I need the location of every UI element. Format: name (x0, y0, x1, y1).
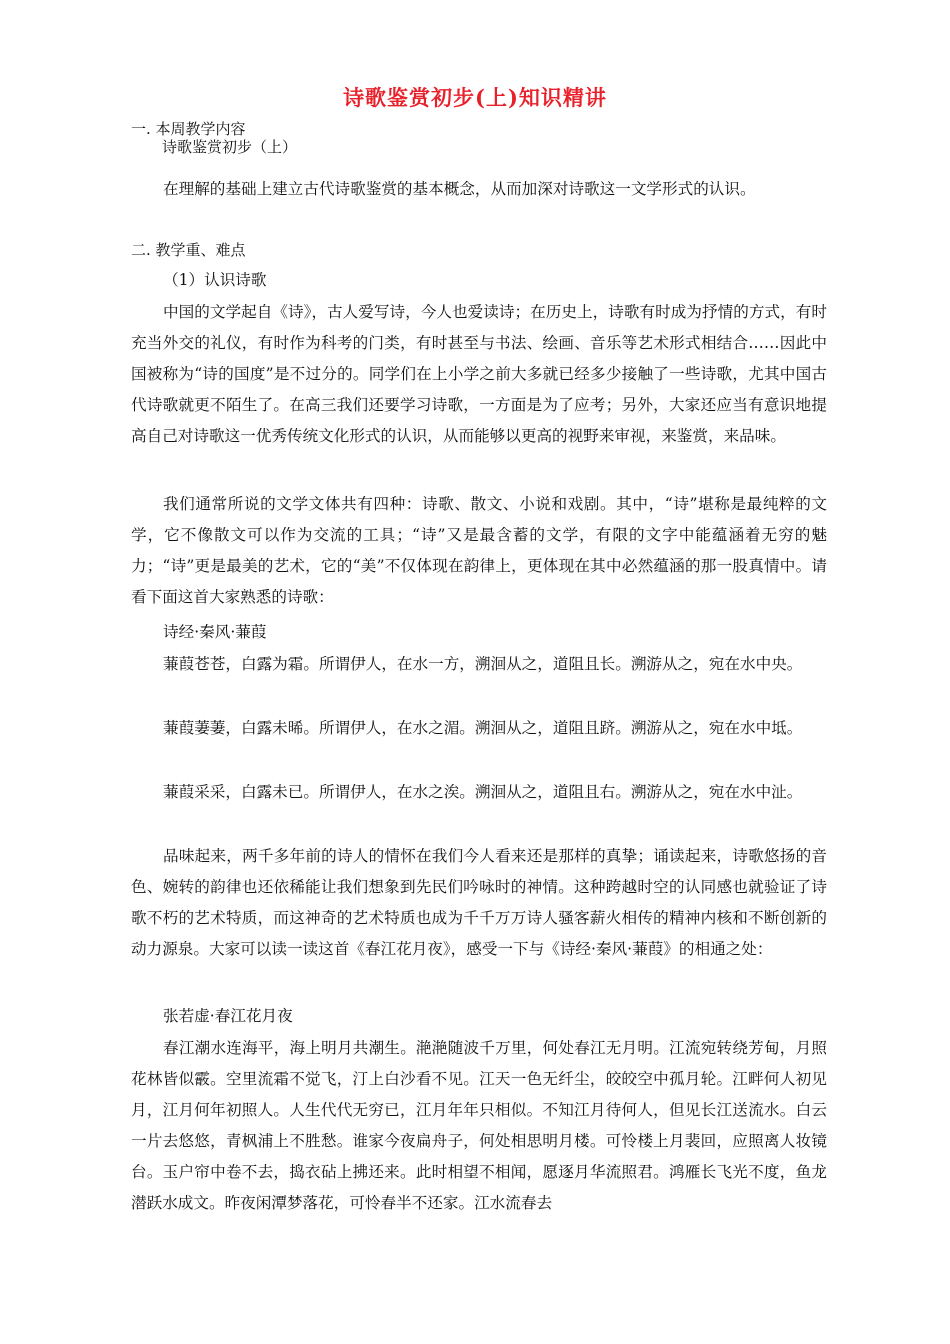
poem2-title: 张若虚·春江花月夜 (163, 1007, 293, 1025)
paragraph-3: 品味起来，两千多年前的诗人的情怀在我们今人看来还是那样的真挚；诵读起来，诗歌悠扬的音色、婉转的韵律也还依稀能让我们想象到先民们吟咏时的神情。这种跨越时空的认同感也就验证了诗歌不朽的艺术特质，而这神奇的艺术特质也成为千千万万诗人骚客薪火相传的精神内核和不断创新的动力源泉。大家可以读一读这首《春江花月夜》，感受一下与《诗经·秦风·蒹葭》的相通之处： (131, 847, 827, 958)
document-title: 诗歌鉴赏初步(上)知识精讲 (343, 85, 607, 110)
poem1-title: 诗经·秦风·蒹葭 (163, 623, 267, 641)
section1-heading: 一. 本周教学内容 (131, 120, 246, 138)
poem1-stanza-1: 蒹葭苍苍，白露为霜。所谓伊人，在水一方，溯洄从之，道阻且长。溯游从之，宛在水中央。 (163, 655, 803, 673)
poem1-stanza-2: 蒹葭萋萋，白露未晞。所谓伊人，在水之湄。溯洄从之，道阻且跻。溯游从之，宛在水中坻。 (163, 719, 803, 737)
paragraph-2: 我们通常所说的文学文体共有四种：诗歌、散文、小说和戏剧。其中，“诗”堪称是最纯粹的文学，它不像散文可以作为交流的工具；“诗”又是最含蓄的文学，有限的文字中能蕴涵着无穷的魅力；“诗”更是最美的艺术，它的“美”不仅体现在韵律上，更体现在其中必然蕴涵的那一股真情中。请看下面这首大家熟悉的诗歌： (131, 495, 827, 606)
poem1-stanza-3: 蒹葭采采，白露未已。所谓伊人，在水之涘。溯洄从之，道阻且右。溯游从之，宛在水中沚。 (163, 783, 803, 801)
section2-heading: 二. 教学重、难点 (131, 241, 246, 259)
paragraph-1: 中国的文学起自《诗》，古人爱写诗，今人也爱读诗；在历史上，诗歌有时成为抒情的方式，有时充当外交的礼仪，有时作为科考的门类，有时甚至与书法、绘画、音乐等艺术形式相结合……因此中国被称为“诗的国度”是不过分的。同学们在上小学之前大多就已经多少接触了一些诗歌，尤其中国古代诗歌就更不陌生了。在高三我们还要学习诗歌，一方面是为了应考；另外，大家还应当有意识地提高自己对诗歌这一优秀传统文化形式的认识，从而能够以更高的视野来审视，来鉴赏，来品味。 (131, 303, 827, 445)
section1-subheading: 诗歌鉴赏初步（上） (162, 138, 298, 156)
poem2-text: 春江潮水连海平，海上明月共潮生。滟滟随波千万里，何处春江无月明。江流宛转绕芳甸，月照花林皆似霰。空里流霜不觉飞，汀上白沙看不见。江天一色无纤尘，皎皎空中孤月轮。江畔何人初见月，江月何年初照人。人生代代无穷已，江月年年只相似。不知江月待何人，但见长江送流水。白云一片去悠悠，青枫浦上不胜愁。谁家今夜扁舟子，何处相思明月楼。可怜楼上月裴回，应照离人妆镜台。玉户帘中卷不去，捣衣砧上拂还来。此时相望不相闻，愿逐月华流照君。鸿雁长飞光不度，鱼龙潜跃水成文。昨夜闲潭梦落花，可怜春半不还家。江水流春去 (131, 1039, 827, 1212)
item1-label: （1）认识诗歌 (163, 271, 267, 289)
section1-objective: 在理解的基础上建立古代诗歌鉴赏的基本概念，从而加深对诗歌这一文学形式的认识。 (163, 180, 756, 198)
